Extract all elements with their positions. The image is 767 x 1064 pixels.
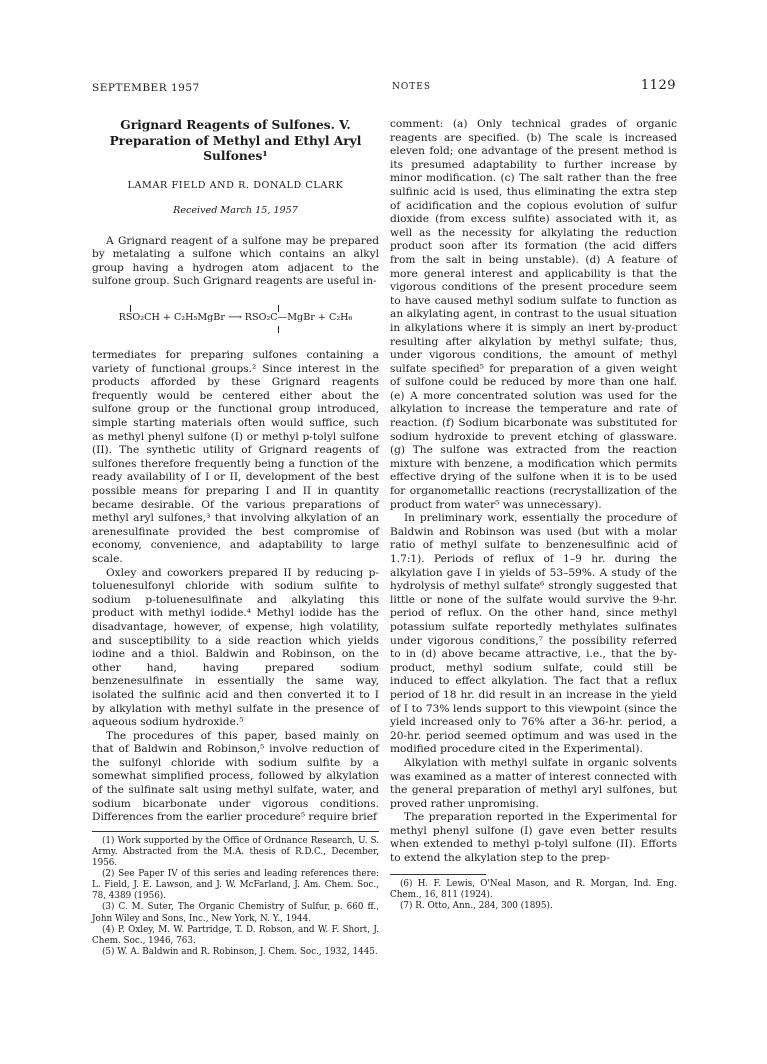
right-column [390,118,677,912]
equation-text: RSO₂CH + C₂H₅MgBr ⟶ RSO₂C—MgBr + C₂H₆ [118,312,353,324]
bond-mark [278,326,279,333]
footnotes-right [390,879,677,912]
paragraph-alkylation: Alkylation with methyl sulfate in organic solvents was examined as a matter of interest connected with the general preparation of methyl aryl sulfones, but proved rather unpromising. [390,756,677,810]
paragraph-intro: A Grignard reagent of a sulfone may be prepared by metalating a sulfone which contains an alkyl group having a hydrogen atom adjacent to the sulfone group. Such Grignard reagents are useful in- [92,234,379,288]
article-authors: LAMAR FIELD AND R. DONALD CLARK [127,179,344,191]
footnote-1: (1) Work supported by the Office of Ordnance Research, U. S. Army. Abstracted from the M.A. thesis of R.D.C., December, 1956. [92,835,379,869]
footnote-2: (2) See Paper IV of this series and leading references there: L. Field, J. E. Lawson, and J. W. McFarland, J. Am. Chem. Soc., 78, 4389 (1956). [92,869,379,902]
header-section: NOTES [392,82,431,92]
footnote-divider [390,874,486,875]
footnotes-left [92,836,379,958]
footnote-3: (3) C. M. Suter, The Organic Chemistry of Sulfur, p. 660 ff., John Wiley and Sons, Inc., New York, N. Y., 1944. [92,902,379,924]
paragraph-intro-continued: termediates for preparing sulfones containing a variety of functional groups.² Since interest in the products afforded by these Grignard reagents frequently would be centered either about the sulfone group or the functional group introduced, simple starting materials often would suffice, such as methyl phenyl sulfone (I) or methyl p-tolyl sulfone (II). The synthetic utility of Grignard reagents of sulfones therefore frequently being a function of the ready availability of I or II, development of the best possible means for preparing I and II in quantity became desirable. Of the various preparations of methyl aryl sulfones,³ that involving alkylation of an arenesulfinate provided the best compromise of economy, convenience, and adaptability to large scale. [92,349,379,565]
paragraph-procedures: The procedures of this paper, based mainly on that of Baldwin and Robinson,⁵ involve reduction of the sulfonyl chloride with sodium sulfite by a somewhat simplified process, followed by alkylation of the sulfinate salt using methyl sulfate, water, and sodium bicarbonate under vigorous conditions. Differences from the earlier procedure⁵ require brief [92,729,379,824]
footnote-divider [92,831,379,832]
footnote-4: (4) P. Oxley, M. W. Partridge, T. D. Robson, and W. F. Short, J. Chem. Soc., 1946, 763. [92,924,379,946]
footnote-6: (6) H. F. Lewis, O'Neal Mason, and R. Morgan, Ind. Eng. Chem., 16, 811 (1924). [390,878,677,900]
received-date: Received March 15, 1957 [173,205,298,217]
paragraph-preliminary: In preliminary work, essentially the procedure of Baldwin and Robinson was used (but with a molar ratio of methyl sulfate to benzenesulfinic acid of 1.7:1). Periods of reflux of 1–9 hr. during the alkylation gave I in yields of 53–59%. A study of the hydrolysis of methyl sulfate⁶ strongly suggested that little or none of the sulfate would survive the 9-hr. period of reflux. On the other hand, since methyl potassium sulfate reportedly methylates sulfinates under vigorous conditions,⁷ the possibility referred to in (d) above became attractive, i.e., that the by-product, methyl sodium sulfate, could still be induced to effect alkylation. The fact that a reflux period of 18 hr. did result in an increase in the yield of I to 73% lends support to this viewpoint (since the yield increased only to 76% after a 36-hr. period, a 20-hr. period seemed optimum and was used in the modified procedure cited in the Experimental). [390,512,677,756]
header-date: SEPTEMBER 1957 [92,82,200,94]
paragraph-preparation: The preparation reported in the Experimental for methyl phenyl sulfone (I) gave even better results when extended to methyl p-tolyl sulfone (II). Efforts to extend the alkylation step to the prep- [390,811,677,865]
page-number: 1129 [640,78,676,93]
left-column [92,118,379,958]
reaction-equation [92,305,379,333]
footnote-5: (5) W. A. Baldwin and R. Robinson, J. Chem. Soc., 1932, 1445. [102,946,378,957]
running-header [92,78,676,98]
article-title: Grignard Reagents of Sulfones. V. Preparation of Methyl and Ethyl Aryl Sulfones¹ [109,118,362,163]
paragraph-oxley: Oxley and coworkers prepared II by reducing p-toluenesulfonyl chloride with sodium sulfite to sodium p-toluenesulfinate and alkylating this product with methyl iodide.⁴ Methyl iodide has the disadvantage, however, of expense, high volatility, and susceptibility to a side reaction which yields iodine and a thiol. Baldwin and Robinson, on the other hand, having prepared sodium benzenesulfinate in essentially the same way, isolated the sulfinic acid and then converted it to I by alkylation with methyl sulfate in the presence of aqueous sodium hydroxide.⁵ [92,566,379,729]
paragraph-comment: comment: (a) Only technical grades of organic reagents are specified. (b) The scale is increased eleven fold; one advantage of the present method is its presumed adaptability to further increase by minor modification. (c) The salt rather than the free sulfinic acid is used, thus eliminating the extra step of acidification and the copious evolution of sulfur dioxide (from excess sulfite) associated with it, as well as the necessity for alkylating the reduction product soon after its formation (the acid differs from the salt in being unstable). (d) A feature of more general interest and applicability is that the vigorous conditions of the present procedure seem to have caused methyl sodium sulfate to function as an alkylating agent, in contrast to the usual situation in alkylations where it is simply an inert by-product resulting after alkylation by methyl sulfate; thus, under vigorous conditions, the amount of methyl sulfate specified⁵ for preparation of a given weight of sulfone could be reduced by more than one half. (e) A more concentrated solution was used for the alkylation to increase the temperature and rate of reaction. (f) Sodium bicarbonate was substituted for sodium hydroxide to prevent etching of glassware. (g) The sulfone was extracted from the reaction mixture with benzene, a modification which permits effective drying of the sulfone when it is to be used for organometallic reactions (recrystallization of the product from water⁵ was unnecessary). [390,118,677,511]
footnote-7: (7) R. Otto, Ann., 284, 300 (1895). [400,900,553,911]
